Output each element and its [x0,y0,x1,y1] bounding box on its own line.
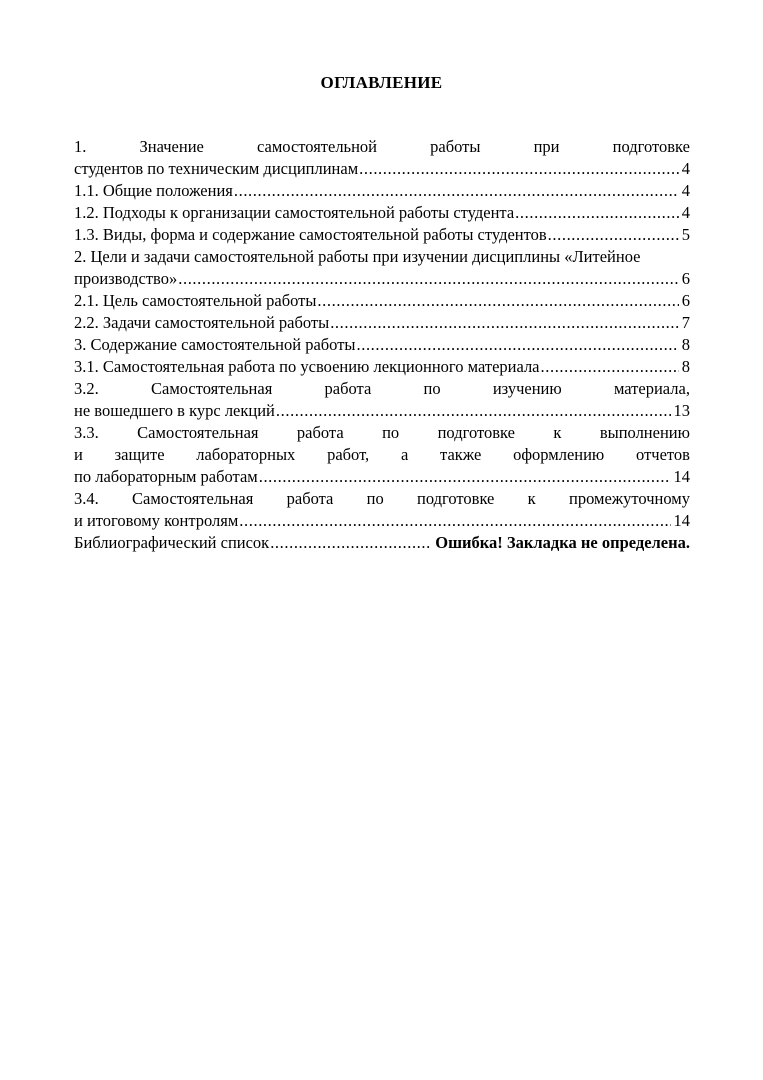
toc-entry-label: 1.1. Общие положения [74,181,233,200]
toc-entry-label: 2. Цели и задачи самостоятельной работы при изучении дисциплины «Литейное [74,247,641,266]
toc-word: работа [296,423,344,442]
dot-leader [270,532,432,554]
toc-entry-label: 3.1. Самостоятельная работа по усвоению лекционного материала [74,357,540,376]
toc-page-number: 4 [681,181,690,200]
toc-entry-3-4-line2[interactable] [74,510,690,532]
toc-entry-label: 3. Содержание самостоятельной работы [74,335,356,354]
toc-word: а [400,445,409,464]
toc-word: подготовке [612,137,690,156]
toc-entry-bibliography[interactable] [74,532,690,554]
toc-entry-1-line1[interactable] [74,136,690,158]
toc-entry-label: 1.3. Виды, форма и содержание самостоятельной работы студентов [74,225,547,244]
toc-word: отчетов [636,445,690,464]
toc-word: изучению [492,379,562,398]
toc-entry-2-2[interactable] [74,312,690,334]
table-of-contents [74,136,690,554]
dot-leader [234,180,679,202]
toc-entry-label: по лабораторным работам [74,467,258,486]
toc-entry-3[interactable] [74,334,690,356]
toc-page-number: 4 [681,203,690,222]
toc-page-number: 13 [673,401,690,420]
dot-leader [276,400,671,422]
toc-word: Самостоятельная [132,489,254,508]
dot-leader [357,334,679,356]
toc-entry-2-line2[interactable] [74,268,690,290]
toc-word: промежуточному [568,489,690,508]
toc-word: Самостоятельная [137,423,259,442]
toc-entry-3-3-line1[interactable] [74,422,690,444]
toc-word: при [533,137,560,156]
toc-word: к [553,423,562,442]
toc-word: 3.3. [74,423,99,442]
dot-leader [178,268,679,290]
toc-entry-3-3-line3[interactable] [74,466,690,488]
toc-word: подготовке [417,489,495,508]
toc-entry-3-1[interactable] [74,356,690,378]
toc-page-number: 4 [681,159,690,178]
toc-entry-1-1[interactable] [74,180,690,202]
toc-entry-3-2-line2[interactable] [74,400,690,422]
toc-word: к [527,489,536,508]
toc-word: работ, [327,445,370,464]
toc-word: по [423,379,441,398]
toc-entry-label: 2.1. Цель самостоятельной работы [74,291,317,310]
toc-word: Значение [139,137,204,156]
dot-leader [359,158,679,180]
toc-entry-3-3-line2[interactable] [74,444,690,466]
toc-word: самостоятельной [257,137,377,156]
toc-word: 3.4. [74,489,99,508]
toc-word: защите [114,445,165,464]
toc-page-number: 6 [681,291,690,310]
toc-word: 3.2. [74,379,99,398]
toc-entry-1-line2[interactable] [74,158,690,180]
toc-entry-label: Библиографический список [74,533,270,552]
dot-leader [259,466,671,488]
toc-word: оформлению [513,445,605,464]
toc-word: работа [286,489,334,508]
toc-entry-label: производство» [74,269,178,288]
toc-entry-2-line1[interactable] [74,246,690,268]
toc-word: и [74,445,83,464]
toc-entry-1-3[interactable] [74,224,690,246]
toc-page-number: 14 [673,467,690,486]
toc-page-number: 5 [681,225,690,244]
toc-entry-label: 2.2. Задачи самостоятельной работы [74,313,330,332]
toc-entry-label: 1.2. Подходы к организации самостоятельной работы студента [74,203,515,222]
toc-page-number: 6 [681,269,690,288]
toc-entry-label: не вошедшего в курс лекций [74,401,275,420]
toc-word: по [366,489,384,508]
dot-leader [548,224,679,246]
toc-entry-label: и итоговому контролям [74,511,239,530]
toc-word: материала, [613,379,690,398]
toc-word: по [382,423,400,442]
dot-leader [541,356,679,378]
toc-word: также [440,445,482,464]
toc-page-number: 14 [673,511,690,530]
toc-page-number: 8 [681,357,690,376]
toc-word: лабораторных [196,445,296,464]
toc-entry-2-1[interactable] [74,290,690,312]
bookmark-error-text: Ошибка! Закладка не определена. [435,533,690,552]
toc-word: Самостоятельная [150,379,273,398]
toc-word: работы [430,137,481,156]
dot-leader [239,510,670,532]
dot-leader [515,202,679,224]
toc-word: 1. [74,137,87,156]
toc-word: подготовке [437,423,515,442]
toc-entry-3-2-line1[interactable] [74,378,690,400]
toc-page-number: 8 [681,335,690,354]
toc-word: выполнению [599,423,690,442]
toc-entry-label: студентов по техническим дисциплинам [74,159,359,178]
toc-word: работа [324,379,372,398]
page-title: ОГЛАВЛЕНИЕ [320,73,443,92]
toc-page-number: 7 [681,313,690,332]
toc-entry-1-2[interactable] [74,202,690,224]
dot-leader [330,312,679,334]
dot-leader [317,290,678,312]
toc-entry-3-4-line1[interactable] [74,488,690,510]
